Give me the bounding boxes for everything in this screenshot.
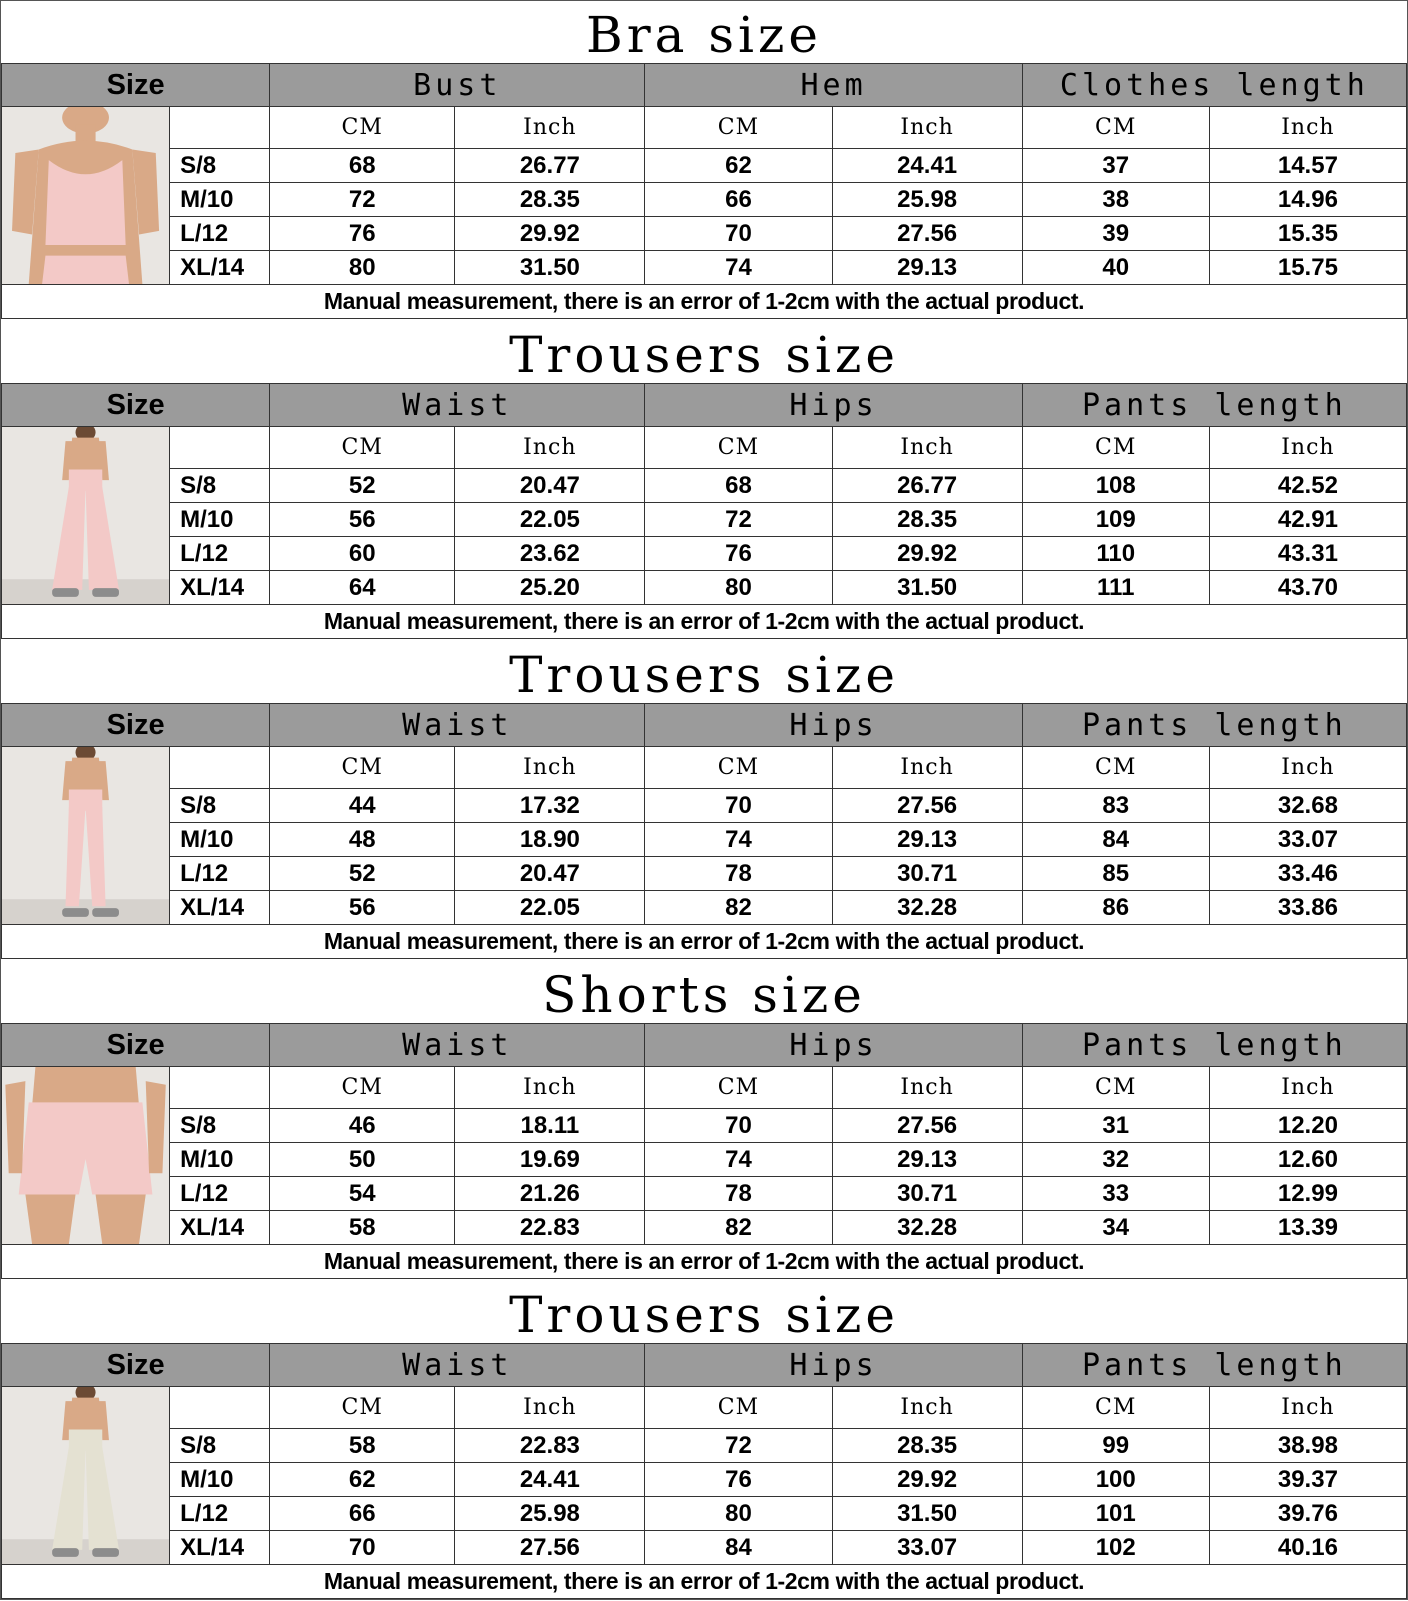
unit-label: Inch	[455, 427, 645, 469]
unit-label: Inch	[1209, 747, 1406, 789]
measurement-value: 83	[1022, 789, 1209, 823]
size-label: M/10	[170, 183, 270, 217]
model-pink-shorts	[2, 1067, 169, 1244]
model-pink-flare-trousers	[2, 427, 169, 604]
measurement-value: 30.71	[832, 857, 1022, 891]
header-row	[2, 64, 1407, 107]
note-row	[2, 1245, 1407, 1279]
measurement-value: 22.05	[455, 891, 645, 925]
measurement-value: 78	[645, 857, 832, 891]
measurement-value: 85	[1022, 857, 1209, 891]
size-label: L/12	[170, 1177, 270, 1211]
size-label: S/8	[170, 1109, 270, 1143]
measurement-value: 111	[1022, 571, 1209, 605]
size-section	[1, 1, 1407, 321]
unit-label: CM	[270, 1067, 455, 1109]
measurement-value: 76	[645, 537, 832, 571]
measurement-value: 15.35	[1209, 217, 1406, 251]
unit-label: Inch	[455, 107, 645, 149]
product-photo	[2, 1067, 170, 1245]
unit-label: CM	[645, 1387, 832, 1429]
table-row	[2, 891, 1407, 925]
measurement-note: Manual measurement, there is an error of 1-2cm with the actual product.	[2, 1565, 1407, 1599]
measurement-value: 82	[645, 1211, 832, 1245]
measurement-value: 76	[645, 1463, 832, 1497]
unit-label: CM	[1022, 1387, 1209, 1429]
unit-label: CM	[645, 747, 832, 789]
section-title: Trousers size	[509, 326, 899, 384]
product-photo	[2, 107, 170, 285]
units-blank-cell	[170, 1387, 270, 1429]
note-row	[2, 285, 1407, 319]
measurement-group-header: Hips	[645, 1024, 1022, 1067]
measurement-value: 102	[1022, 1531, 1209, 1565]
table-row	[2, 1429, 1407, 1463]
unit-label: Inch	[1209, 427, 1406, 469]
measurement-value: 48	[270, 823, 455, 857]
measurement-value: 30.71	[832, 1177, 1022, 1211]
size-label: S/8	[170, 149, 270, 183]
units-row	[2, 427, 1407, 469]
note-row	[2, 605, 1407, 639]
unit-label: CM	[1022, 427, 1209, 469]
unit-label: Inch	[832, 1067, 1022, 1109]
unit-label: Inch	[455, 1387, 645, 1429]
table-row	[2, 149, 1407, 183]
measurement-value: 26.77	[455, 149, 645, 183]
measurement-group-header: Clothes length	[1022, 64, 1406, 107]
unit-label: Inch	[1209, 107, 1406, 149]
measurement-value: 33.46	[1209, 857, 1406, 891]
measurement-note: Manual measurement, there is an error of 1-2cm with the actual product.	[2, 1245, 1407, 1279]
measurement-value: 29.13	[832, 1143, 1022, 1177]
size-column-header: Size	[2, 384, 270, 427]
units-blank-cell	[170, 107, 270, 149]
measurement-value: 72	[270, 183, 455, 217]
measurement-value: 80	[645, 1497, 832, 1531]
header-row	[2, 1344, 1407, 1387]
unit-label: Inch	[832, 1387, 1022, 1429]
measurement-value: 28.35	[832, 1429, 1022, 1463]
table-row	[2, 571, 1407, 605]
measurement-note: Manual measurement, there is an error of 1-2cm with the actual product.	[2, 285, 1407, 319]
header-row	[2, 384, 1407, 427]
size-label: M/10	[170, 1463, 270, 1497]
measurement-group-header: Hips	[645, 704, 1022, 747]
measurement-value: 46	[270, 1109, 455, 1143]
measurement-note: Manual measurement, there is an error of 1-2cm with the actual product.	[2, 605, 1407, 639]
measurement-value: 99	[1022, 1429, 1209, 1463]
measurement-value: 31.50	[832, 1497, 1022, 1531]
units-row	[2, 747, 1407, 789]
measurement-value: 43.31	[1209, 537, 1406, 571]
size-column-header: Size	[2, 704, 270, 747]
measurement-value: 32.28	[832, 891, 1022, 925]
measurement-value: 68	[270, 149, 455, 183]
measurement-group-header: Hips	[645, 1344, 1022, 1387]
measurement-value: 13.39	[1209, 1211, 1406, 1245]
unit-label: CM	[1022, 107, 1209, 149]
unit-label: CM	[645, 107, 832, 149]
measurement-value: 68	[645, 469, 832, 503]
size-column-header: Size	[2, 64, 270, 107]
measurement-value: 72	[645, 1429, 832, 1463]
unit-label: CM	[270, 1387, 455, 1429]
measurement-group-header: Waist	[270, 384, 645, 427]
size-table	[1, 383, 1407, 639]
table-row	[2, 1531, 1407, 1565]
table-row	[2, 217, 1407, 251]
size-label: S/8	[170, 1429, 270, 1463]
unit-label: Inch	[455, 747, 645, 789]
table-row	[2, 1143, 1407, 1177]
measurement-value: 28.35	[455, 183, 645, 217]
measurement-value: 80	[645, 571, 832, 605]
measurement-value: 74	[645, 823, 832, 857]
measurement-value: 15.75	[1209, 251, 1406, 285]
unit-label: CM	[270, 427, 455, 469]
measurement-value: 38.98	[1209, 1429, 1406, 1463]
measurement-value: 27.56	[455, 1531, 645, 1565]
table-row	[2, 503, 1407, 537]
table-row	[2, 1177, 1407, 1211]
measurement-group-header: Pants length	[1022, 704, 1406, 747]
size-label: XL/14	[170, 1211, 270, 1245]
measurement-value: 62	[270, 1463, 455, 1497]
measurement-value: 24.41	[832, 149, 1022, 183]
size-label: S/8	[170, 789, 270, 823]
unit-label: Inch	[1209, 1387, 1406, 1429]
measurement-value: 20.47	[455, 469, 645, 503]
measurement-group-header: Bust	[270, 64, 645, 107]
table-row	[2, 183, 1407, 217]
table-row	[2, 1497, 1407, 1531]
measurement-value: 31	[1022, 1109, 1209, 1143]
measurement-value: 31.50	[832, 571, 1022, 605]
table-row	[2, 1463, 1407, 1497]
size-column-header: Size	[2, 1024, 270, 1067]
note-row	[2, 1565, 1407, 1599]
measurement-value: 109	[1022, 503, 1209, 537]
unit-label: CM	[270, 107, 455, 149]
product-photo	[2, 1387, 170, 1565]
measurement-value: 39.37	[1209, 1463, 1406, 1497]
measurement-value: 74	[645, 251, 832, 285]
measurement-value: 33.07	[832, 1531, 1022, 1565]
measurement-value: 29.92	[832, 537, 1022, 571]
measurement-value: 17.32	[455, 789, 645, 823]
measurement-value: 44	[270, 789, 455, 823]
measurement-value: 70	[645, 217, 832, 251]
measurement-value: 43.70	[1209, 571, 1406, 605]
units-row	[2, 107, 1407, 149]
note-row	[2, 925, 1407, 959]
measurement-value: 80	[270, 251, 455, 285]
units-blank-cell	[170, 427, 270, 469]
unit-label: Inch	[455, 1067, 645, 1109]
measurement-value: 33	[1022, 1177, 1209, 1211]
measurement-value: 64	[270, 571, 455, 605]
measurement-value: 29.92	[455, 217, 645, 251]
unit-label: Inch	[832, 747, 1022, 789]
measurement-value: 34	[1022, 1211, 1209, 1245]
measurement-value: 72	[645, 503, 832, 537]
measurement-value: 76	[270, 217, 455, 251]
unit-label: CM	[645, 427, 832, 469]
measurement-value: 21.26	[455, 1177, 645, 1211]
measurement-value: 22.83	[455, 1211, 645, 1245]
table-row	[2, 789, 1407, 823]
product-photo	[2, 427, 170, 605]
measurement-value: 33.86	[1209, 891, 1406, 925]
table-row	[2, 251, 1407, 285]
size-section	[1, 321, 1407, 641]
measurement-value: 74	[645, 1143, 832, 1177]
size-section	[1, 1281, 1407, 1601]
measurement-value: 12.60	[1209, 1143, 1406, 1177]
measurement-value: 33.07	[1209, 823, 1406, 857]
measurement-value: 70	[270, 1531, 455, 1565]
measurement-value: 25.20	[455, 571, 645, 605]
measurement-value: 108	[1022, 469, 1209, 503]
size-label: M/10	[170, 1143, 270, 1177]
unit-label: Inch	[1209, 1067, 1406, 1109]
measurement-value: 14.57	[1209, 149, 1406, 183]
table-row	[2, 1109, 1407, 1143]
table-row	[2, 1211, 1407, 1245]
measurement-value: 40.16	[1209, 1531, 1406, 1565]
measurement-value: 52	[270, 857, 455, 891]
unit-label: CM	[1022, 747, 1209, 789]
measurement-value: 66	[270, 1497, 455, 1531]
measurement-value: 29.13	[832, 823, 1022, 857]
measurement-value: 100	[1022, 1463, 1209, 1497]
measurement-group-header: Pants length	[1022, 384, 1406, 427]
section-title: Trousers size	[509, 646, 899, 704]
units-blank-cell	[170, 747, 270, 789]
measurement-value: 56	[270, 891, 455, 925]
size-label: M/10	[170, 823, 270, 857]
measurement-value: 40	[1022, 251, 1209, 285]
measurement-value: 70	[645, 789, 832, 823]
measurement-value: 27.56	[832, 789, 1022, 823]
size-label: XL/14	[170, 571, 270, 605]
size-label: M/10	[170, 503, 270, 537]
model-cream-flare-trousers	[2, 1387, 169, 1564]
size-label: XL/14	[170, 891, 270, 925]
table-row	[2, 823, 1407, 857]
measurement-value: 37	[1022, 149, 1209, 183]
table-row	[2, 537, 1407, 571]
size-table	[1, 1343, 1407, 1599]
measurement-value: 39.76	[1209, 1497, 1406, 1531]
measurement-value: 32.68	[1209, 789, 1406, 823]
measurement-value: 110	[1022, 537, 1209, 571]
measurement-value: 28.35	[832, 503, 1022, 537]
measurement-value: 24.41	[455, 1463, 645, 1497]
product-photo	[2, 747, 170, 925]
size-label: L/12	[170, 1497, 270, 1531]
measurement-group-header: Pants length	[1022, 1024, 1406, 1067]
size-table	[1, 63, 1407, 319]
measurement-value: 22.05	[455, 503, 645, 537]
measurement-note: Manual measurement, there is an error of 1-2cm with the actual product.	[2, 925, 1407, 959]
measurement-value: 39	[1022, 217, 1209, 251]
measurement-value: 32.28	[832, 1211, 1022, 1245]
unit-label: CM	[645, 1067, 832, 1109]
unit-label: CM	[270, 747, 455, 789]
measurement-value: 58	[270, 1429, 455, 1463]
header-row	[2, 1024, 1407, 1067]
size-table	[1, 1023, 1407, 1279]
size-section	[1, 961, 1407, 1281]
measurement-value: 25.98	[832, 183, 1022, 217]
measurement-value: 20.47	[455, 857, 645, 891]
size-label: S/8	[170, 469, 270, 503]
table-row	[2, 469, 1407, 503]
measurement-value: 42.91	[1209, 503, 1406, 537]
measurement-value: 54	[270, 1177, 455, 1211]
measurement-value: 29.92	[832, 1463, 1022, 1497]
model-pink-leggings	[2, 747, 169, 924]
measurement-group-header: Waist	[270, 704, 645, 747]
model-pink-halter-bra	[2, 107, 169, 284]
measurement-value: 18.90	[455, 823, 645, 857]
size-table	[1, 703, 1407, 959]
size-label: L/12	[170, 217, 270, 251]
units-row	[2, 1387, 1407, 1429]
size-label: XL/14	[170, 251, 270, 285]
section-title: Trousers size	[509, 1286, 899, 1344]
section-title: Bra size	[586, 6, 822, 64]
measurement-value: 12.20	[1209, 1109, 1406, 1143]
measurement-value: 31.50	[455, 251, 645, 285]
measurement-value: 84	[645, 1531, 832, 1565]
measurement-value: 22.83	[455, 1429, 645, 1463]
measurement-value: 78	[645, 1177, 832, 1211]
measurement-group-header: Waist	[270, 1024, 645, 1067]
measurement-value: 42.52	[1209, 469, 1406, 503]
size-section	[1, 641, 1407, 961]
measurement-value: 18.11	[455, 1109, 645, 1143]
measurement-value: 19.69	[455, 1143, 645, 1177]
measurement-value: 62	[645, 149, 832, 183]
measurement-value: 12.99	[1209, 1177, 1406, 1211]
unit-label: CM	[1022, 1067, 1209, 1109]
section-title: Shorts size	[542, 966, 866, 1024]
units-blank-cell	[170, 1067, 270, 1109]
measurement-value: 82	[645, 891, 832, 925]
measurement-group-header: Hem	[645, 64, 1022, 107]
measurement-value: 66	[645, 183, 832, 217]
measurement-value: 101	[1022, 1497, 1209, 1531]
measurement-value: 14.96	[1209, 183, 1406, 217]
unit-label: Inch	[832, 107, 1022, 149]
size-label: L/12	[170, 857, 270, 891]
measurement-value: 23.62	[455, 537, 645, 571]
measurement-value: 38	[1022, 183, 1209, 217]
measurement-group-header: Waist	[270, 1344, 645, 1387]
units-row	[2, 1067, 1407, 1109]
measurement-value: 84	[1022, 823, 1209, 857]
measurement-value: 25.98	[455, 1497, 645, 1531]
size-label: XL/14	[170, 1531, 270, 1565]
size-column-header: Size	[2, 1344, 270, 1387]
measurement-value: 29.13	[832, 251, 1022, 285]
measurement-value: 26.77	[832, 469, 1022, 503]
table-row	[2, 857, 1407, 891]
measurement-value: 27.56	[832, 1109, 1022, 1143]
header-row	[2, 704, 1407, 747]
measurement-group-header: Pants length	[1022, 1344, 1406, 1387]
measurement-value: 32	[1022, 1143, 1209, 1177]
measurement-value: 56	[270, 503, 455, 537]
measurement-value: 70	[645, 1109, 832, 1143]
measurement-value: 60	[270, 537, 455, 571]
measurement-group-header: Hips	[645, 384, 1022, 427]
unit-label: Inch	[832, 427, 1022, 469]
measurement-value: 52	[270, 469, 455, 503]
measurement-value: 86	[1022, 891, 1209, 925]
measurement-value: 50	[270, 1143, 455, 1177]
measurement-value: 27.56	[832, 217, 1022, 251]
measurement-value: 58	[270, 1211, 455, 1245]
size-label: L/12	[170, 537, 270, 571]
